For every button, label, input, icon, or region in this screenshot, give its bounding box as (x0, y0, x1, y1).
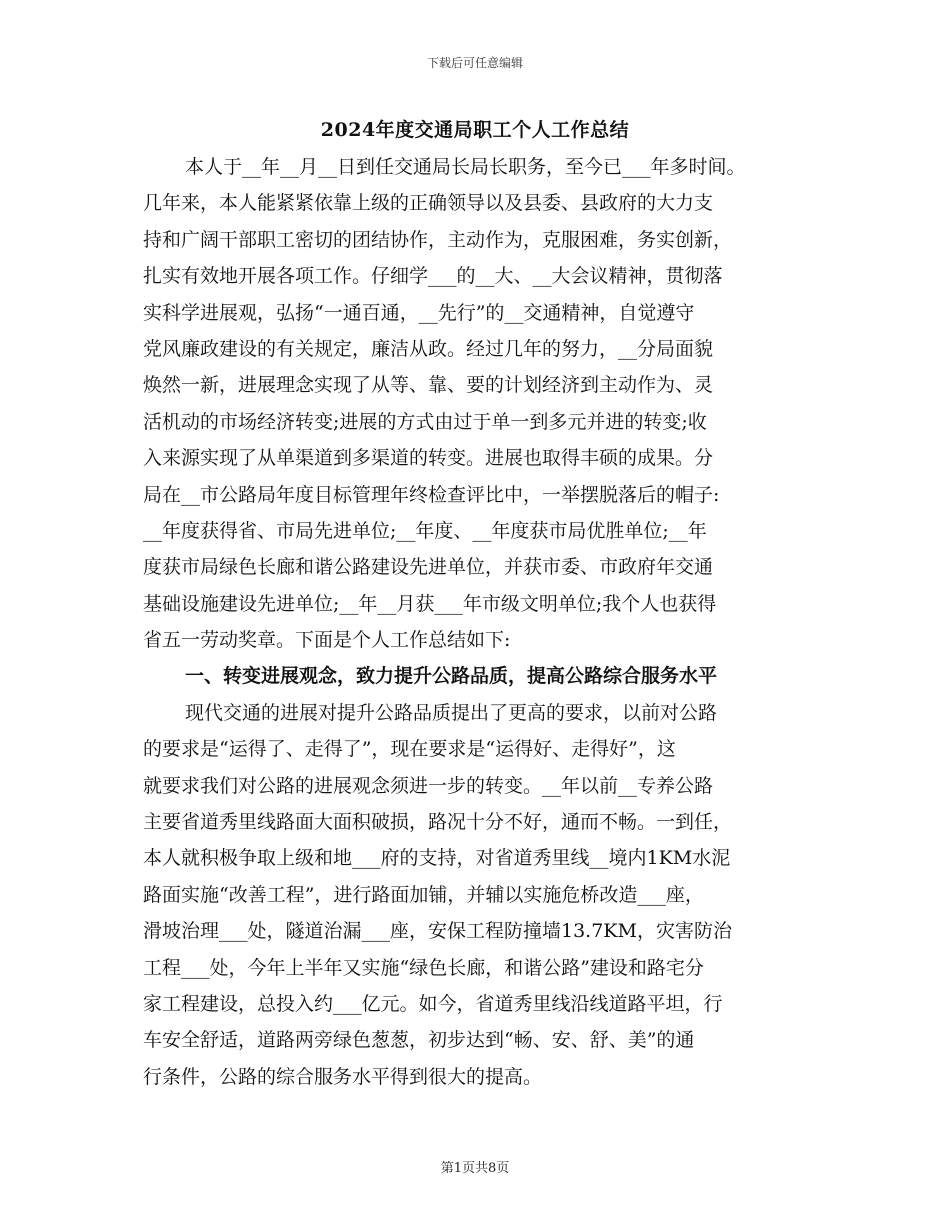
paragraph-line: 本人于__年__月__日到任交通局长局长职务，至今已___年多时间。 (185, 156, 746, 178)
paragraph-line: 焕然一新，进展理念实现了从等、靠、要的计划经济到主动作为、灵 (143, 374, 714, 397)
paragraph-line: 入来源实现了从单渠道到多渠道的转变。进展也取得丰硕的成果。分 (143, 447, 714, 470)
paragraph-line: 现代交通的进展对提升公路品质提出了更高的要求，以前对公路 (185, 701, 718, 724)
paragraph-line: 就要求我们对公路的进展观念须进一步的转变。__年以前__专养公路 (143, 774, 714, 797)
paragraph-line: 主要省道秀里线路面大面积破损，路况十分不好，通而不畅。一到任， (143, 811, 733, 834)
paragraph-line: 本人就积极争取上级和地___府的支持，对省道秀里线__境内1KM水泥 (143, 847, 731, 870)
paragraph-line: 工程___处，今年上半年又实施“绿色长廊，和谐公路”建设和路宅分 (143, 956, 704, 979)
paragraph-line: 扎实有效地开展各项工作。仔细学___的__大、__大会议精神，贯彻落 (143, 265, 723, 288)
paragraph-line: 的要求是“运得了、走得了”，现在要求是“运得好、走得好”，这 (143, 738, 676, 761)
paragraph-line: 几年来，本人能紧紧依靠上级的正确领导以及县委、县政府的大力支 (143, 192, 714, 215)
paragraph-line: 活机动的市场经济转变;进展的方式由过于单一到多元并进的转变;收 (143, 410, 707, 433)
paragraph-line: 家工程建设，总投入约___亿元。如今，省道秀里线沿线道路平坦，行 (143, 992, 723, 1015)
section-heading: 一、转变进展观念，致力提升公路品质，提高公路综合服务水平 (185, 665, 718, 688)
paragraph-line: 行条件，公路的综合服务水平得到很大的提高。 (143, 1065, 543, 1088)
paragraph-line: __年度获得省、市局先进单位;__年度、__年度获市局优胜单位;__年 (143, 519, 707, 542)
paragraph-line: 省五一劳动奖章。下面是个人工作总结如下: (143, 629, 511, 652)
header-note: 下载后可任意编辑 (426, 56, 523, 70)
paragraph-line: 车安全舒适，道路两旁绿色葱葱，初步达到“畅、安、舒、美”的通 (143, 1029, 695, 1052)
document-body (143, 149, 823, 1095)
paragraph-line: 路面实施“改善工程”，进行路面加铺，并辅以实施危桥改造___座， (143, 883, 704, 906)
document-title: 2024年度交通局职工个人工作总结 (320, 119, 630, 141)
paragraph-line: 局在__市公路局年度目标管理年终检查评比中，一举摆脱落后的帽子: (143, 483, 720, 506)
paragraph-line: 持和广阔干部职工密切的团结协作，主动作为，克服困难，务实创新， (143, 228, 733, 251)
paragraph-line: 基础设施建设先进单位;__年__月获___年市级文明单位;我个人也获得 (143, 592, 717, 615)
page-footer: 第1页共8页 (440, 1161, 510, 1176)
paragraph-line: 党风廉政建设的有关规定，廉洁从政。经过几年的努力，__分局面貌 (143, 337, 714, 360)
paragraph-line: 实科学进展观，弘扬“一通百通，__先行”的__交通精神，自觉遵守 (143, 301, 695, 324)
paragraph-line: 度获市局绿色长廊和谐公路建设先进单位，并获市委、市政府年交通 (143, 556, 714, 579)
paragraph-line: 滑坡治理___处，隧道治漏___座，安保工程防撞墙13.7KM，灾害防治 (143, 920, 732, 943)
